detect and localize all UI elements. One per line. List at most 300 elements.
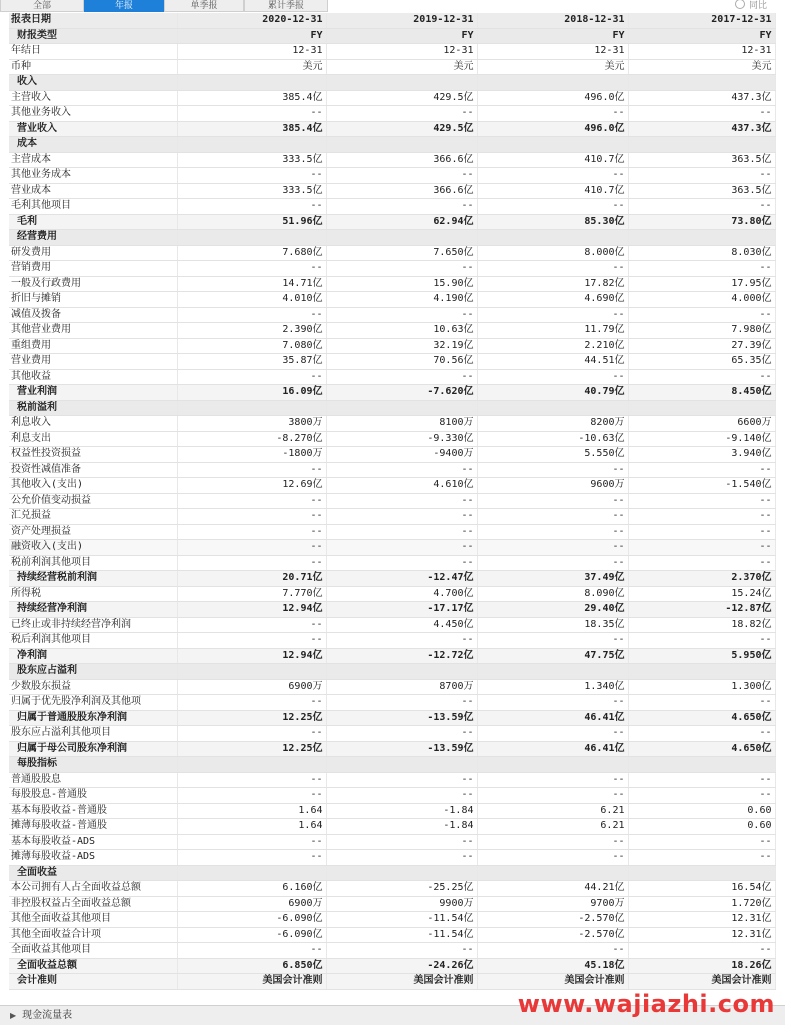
site-watermark: www.wajiazhi.com — [517, 990, 775, 1018]
value-cell: 4.010亿 — [177, 292, 326, 308]
table-section-row — [9, 28, 775, 44]
value-cell: -- — [177, 493, 326, 509]
value-cell: -- — [477, 555, 628, 571]
value-cell: -- — [477, 850, 628, 866]
row-label: 经营费用 — [9, 230, 177, 246]
income-statement-table — [9, 13, 776, 990]
value-cell: 4.190亿 — [326, 292, 477, 308]
value-cell: 51.96亿 — [177, 214, 326, 230]
value-cell: -1.84 — [326, 819, 477, 835]
value-cell: -- — [326, 772, 477, 788]
value-cell: -- — [477, 199, 628, 215]
value-cell: -- — [326, 261, 477, 277]
value-cell: -- — [177, 307, 326, 323]
table-row — [9, 850, 775, 866]
tab-all[interactable]: 全部 — [0, 0, 84, 12]
table-row — [9, 307, 775, 323]
value-cell: -- — [628, 369, 775, 385]
value-cell: 47.75亿 — [477, 648, 628, 664]
table-row — [9, 493, 775, 509]
row-label: 营业利润 — [9, 385, 177, 401]
row-label: 税后利润其他项目 — [9, 633, 177, 649]
value-cell: -- — [326, 493, 477, 509]
value-cell: 32.19亿 — [326, 338, 477, 354]
table-row — [9, 974, 775, 990]
row-label: 收入 — [9, 75, 177, 91]
value-cell: -12.87亿 — [628, 602, 775, 618]
value-cell — [477, 230, 628, 246]
value-cell: -8.270亿 — [177, 431, 326, 447]
value-cell: -- — [177, 261, 326, 277]
table-row — [9, 509, 775, 525]
value-cell — [326, 400, 477, 416]
value-cell: -- — [628, 540, 775, 556]
table-section-row — [9, 865, 775, 881]
value-cell: 3.940亿 — [628, 447, 775, 463]
value-cell: 16.09亿 — [177, 385, 326, 401]
value-cell: -- — [177, 555, 326, 571]
value-cell: -- — [628, 695, 775, 711]
table-row — [9, 710, 775, 726]
value-cell — [477, 664, 628, 680]
value-cell: 12.94亿 — [177, 602, 326, 618]
value-cell: 8700万 — [326, 679, 477, 695]
value-cell: -- — [177, 106, 326, 122]
row-label: 每股指标 — [9, 757, 177, 773]
value-cell: 9900万 — [326, 896, 477, 912]
value-cell: 429.5亿 — [326, 121, 477, 137]
table-row — [9, 462, 775, 478]
value-cell — [326, 230, 477, 246]
value-cell — [628, 137, 775, 153]
value-cell: -- — [177, 726, 326, 742]
value-cell — [477, 757, 628, 773]
value-cell: 0.60 — [628, 819, 775, 835]
value-cell — [177, 75, 326, 91]
table-row — [9, 819, 775, 835]
value-cell: -9.140亿 — [628, 431, 775, 447]
value-cell: 8.090亿 — [477, 586, 628, 602]
value-cell: 46.41亿 — [477, 710, 628, 726]
value-cell: 5.550亿 — [477, 447, 628, 463]
row-label: 公允价值变动损益 — [9, 493, 177, 509]
value-cell: 6900万 — [177, 679, 326, 695]
table-row — [9, 586, 775, 602]
table-row — [9, 679, 775, 695]
value-cell: 12.94亿 — [177, 648, 326, 664]
value-cell: -- — [177, 462, 326, 478]
value-cell — [326, 664, 477, 680]
table-row — [9, 726, 775, 742]
value-cell: 6600万 — [628, 416, 775, 432]
value-cell: -- — [177, 695, 326, 711]
value-cell: 4.650亿 — [628, 741, 775, 757]
value-cell: 1.64 — [177, 803, 326, 819]
table-row — [9, 617, 775, 633]
table-row — [9, 803, 775, 819]
table-row — [9, 199, 775, 215]
table-row — [9, 354, 775, 370]
value-cell: 14.71亿 — [177, 276, 326, 292]
value-cell: 366.6亿 — [326, 152, 477, 168]
value-cell: 2.210亿 — [477, 338, 628, 354]
value-cell: 45.18亿 — [477, 958, 628, 974]
value-cell: 16.54亿 — [628, 881, 775, 897]
value-cell: -7.620亿 — [326, 385, 477, 401]
row-label: 非控股权益占全面收益总额 — [9, 896, 177, 912]
value-cell: 20.71亿 — [177, 571, 326, 587]
value-cell: -1800万 — [177, 447, 326, 463]
value-cell: 37.49亿 — [477, 571, 628, 587]
value-cell: -17.17亿 — [326, 602, 477, 618]
value-cell: -- — [628, 834, 775, 850]
value-cell: 美国会计准则 — [177, 974, 326, 990]
value-cell: -- — [628, 850, 775, 866]
row-label: 已终止或非持续经营净利润 — [9, 617, 177, 633]
value-cell: 美元 — [477, 59, 628, 75]
row-label: 全面收益 — [9, 865, 177, 881]
table-row — [9, 245, 775, 261]
value-cell: -- — [628, 633, 775, 649]
value-cell: 17.95亿 — [628, 276, 775, 292]
value-cell — [177, 865, 326, 881]
row-label: 持续经营税前利润 — [9, 571, 177, 587]
value-cell: -1.84 — [326, 803, 477, 819]
value-cell — [628, 757, 775, 773]
value-cell — [326, 757, 477, 773]
value-cell — [326, 137, 477, 153]
value-cell: 1.64 — [177, 819, 326, 835]
value-cell: -- — [628, 726, 775, 742]
table-section-row — [9, 664, 775, 680]
value-cell: -- — [628, 772, 775, 788]
table-row — [9, 958, 775, 974]
value-cell: 3800万 — [177, 416, 326, 432]
row-label: 营业收入 — [9, 121, 177, 137]
value-cell: 385.4亿 — [177, 121, 326, 137]
table-row — [9, 152, 775, 168]
value-cell: 4.000亿 — [628, 292, 775, 308]
row-label: 每股股息-普通股 — [9, 788, 177, 804]
row-label: 持续经营净利润 — [9, 602, 177, 618]
value-cell: 8200万 — [477, 416, 628, 432]
row-label: 减值及拨备 — [9, 307, 177, 323]
table-row — [9, 741, 775, 757]
tab-single-quarter[interactable]: 单季报 — [164, 0, 244, 12]
row-label: 重组费用 — [9, 338, 177, 354]
value-cell: 9600万 — [477, 478, 628, 494]
value-cell: -- — [326, 834, 477, 850]
yoy-compare-toggle[interactable] — [735, 0, 767, 12]
value-cell: -13.59亿 — [326, 741, 477, 757]
period-tab-bar — [0, 0, 785, 12]
value-cell — [326, 75, 477, 91]
row-label: 成本 — [9, 137, 177, 153]
row-label: 主营成本 — [9, 152, 177, 168]
value-cell — [628, 230, 775, 246]
value-cell: 65.35亿 — [628, 354, 775, 370]
row-label: 毛利其他项目 — [9, 199, 177, 215]
row-label: 全面收益其他项目 — [9, 943, 177, 959]
value-cell: -- — [177, 633, 326, 649]
table-row — [9, 912, 775, 928]
row-label: 研发费用 — [9, 245, 177, 261]
value-cell: -6.090亿 — [177, 912, 326, 928]
value-cell — [177, 664, 326, 680]
value-cell: -- — [326, 943, 477, 959]
table-row — [9, 385, 775, 401]
value-cell: -- — [477, 943, 628, 959]
value-cell: 美国会计准则 — [477, 974, 628, 990]
value-cell: 2020-12-31 — [177, 13, 326, 28]
table-row — [9, 369, 775, 385]
value-cell: 2019-12-31 — [326, 13, 477, 28]
value-cell: 1.340亿 — [477, 679, 628, 695]
value-cell: 85.30亿 — [477, 214, 628, 230]
row-label: 摊薄每股收益-普通股 — [9, 819, 177, 835]
value-cell: 27.39亿 — [628, 338, 775, 354]
table-row — [9, 478, 775, 494]
value-cell: 496.0亿 — [477, 121, 628, 137]
value-cell: -12.72亿 — [326, 648, 477, 664]
value-cell — [628, 75, 775, 91]
value-cell: 2.370亿 — [628, 571, 775, 587]
table-row — [9, 59, 775, 75]
value-cell: 7.680亿 — [177, 245, 326, 261]
value-cell — [177, 230, 326, 246]
row-label: 营销费用 — [9, 261, 177, 277]
value-cell — [477, 865, 628, 881]
value-cell: 美元 — [326, 59, 477, 75]
value-cell: 437.3亿 — [628, 121, 775, 137]
value-cell: 15.24亿 — [628, 586, 775, 602]
tab-annual-report[interactable]: 年报 — [84, 0, 164, 12]
value-cell: 385.4亿 — [177, 90, 326, 106]
table-row — [9, 834, 775, 850]
row-label: 基本每股收益-ADS — [9, 834, 177, 850]
row-label: 报表日期 — [9, 13, 177, 28]
value-cell: FY — [477, 28, 628, 44]
row-label: 一般及行政费用 — [9, 276, 177, 292]
value-cell: 美元 — [177, 59, 326, 75]
row-label: 净利润 — [9, 648, 177, 664]
table-row — [9, 540, 775, 556]
row-label: 其他收入(支出) — [9, 478, 177, 494]
table-section-row — [9, 230, 775, 246]
value-cell: -- — [477, 834, 628, 850]
value-cell: -- — [628, 199, 775, 215]
row-label: 股东应占溢利其他项目 — [9, 726, 177, 742]
row-label: 折旧与摊销 — [9, 292, 177, 308]
value-cell: -- — [177, 850, 326, 866]
value-cell: -- — [628, 493, 775, 509]
value-cell: 40.79亿 — [477, 385, 628, 401]
value-cell: -- — [326, 369, 477, 385]
value-cell: -- — [177, 943, 326, 959]
value-cell: -2.570亿 — [477, 912, 628, 928]
row-label: 利息支出 — [9, 431, 177, 447]
yoy-compare-label: 同比 — [748, 1, 767, 11]
table-row — [9, 788, 775, 804]
value-cell: -- — [477, 726, 628, 742]
value-cell: 5.950亿 — [628, 648, 775, 664]
value-cell: 8.030亿 — [628, 245, 775, 261]
value-cell: -- — [477, 524, 628, 540]
value-cell: FY — [326, 28, 477, 44]
value-cell: -- — [628, 106, 775, 122]
value-cell: 4.650亿 — [628, 710, 775, 726]
value-cell: 44.21亿 — [477, 881, 628, 897]
table-section-row — [9, 137, 775, 153]
value-cell: -- — [177, 524, 326, 540]
value-cell: -- — [177, 369, 326, 385]
value-cell: -- — [326, 524, 477, 540]
value-cell: 12-31 — [477, 44, 628, 60]
row-label: 营业费用 — [9, 354, 177, 370]
value-cell: 18.82亿 — [628, 617, 775, 633]
value-cell: -- — [628, 509, 775, 525]
value-cell: 29.40亿 — [477, 602, 628, 618]
value-cell: -- — [628, 788, 775, 804]
table-row — [9, 571, 775, 587]
value-cell: -- — [326, 199, 477, 215]
value-cell — [177, 137, 326, 153]
table-row — [9, 323, 775, 339]
cashflow-label: 现金流量表 — [22, 1010, 73, 1021]
table-row — [9, 44, 775, 60]
table-row — [9, 90, 775, 106]
row-label: 资产处理损益 — [9, 524, 177, 540]
row-label: 主营收入 — [9, 90, 177, 106]
row-label: 其他收益 — [9, 369, 177, 385]
value-cell — [628, 400, 775, 416]
table-row — [9, 183, 775, 199]
value-cell: 8.450亿 — [628, 385, 775, 401]
table-row — [9, 121, 775, 137]
value-cell: -- — [177, 168, 326, 184]
row-label: 财报类型 — [9, 28, 177, 44]
row-label: 其他全面收益其他项目 — [9, 912, 177, 928]
row-label: 投资性减值准备 — [9, 462, 177, 478]
value-cell: 12-31 — [177, 44, 326, 60]
value-cell — [177, 757, 326, 773]
expand-arrow-icon: ▶ — [10, 1011, 17, 1020]
row-label: 营业成本 — [9, 183, 177, 199]
value-cell: -- — [477, 106, 628, 122]
value-cell: -10.63亿 — [477, 431, 628, 447]
value-cell: -- — [177, 772, 326, 788]
value-cell: -- — [177, 788, 326, 804]
value-cell: -- — [477, 788, 628, 804]
value-cell: -- — [628, 943, 775, 959]
value-cell — [628, 664, 775, 680]
value-cell: -- — [628, 261, 775, 277]
value-cell — [326, 865, 477, 881]
table-row — [9, 602, 775, 618]
table-section-row — [9, 757, 775, 773]
row-label: 权益性投资损益 — [9, 447, 177, 463]
value-cell: FY — [628, 28, 775, 44]
value-cell: -12.47亿 — [326, 571, 477, 587]
value-cell: 2018-12-31 — [477, 13, 628, 28]
table-row — [9, 416, 775, 432]
value-cell: 35.87亿 — [177, 354, 326, 370]
value-cell: -13.59亿 — [326, 710, 477, 726]
value-cell: 73.80亿 — [628, 214, 775, 230]
value-cell: 美国会计准则 — [628, 974, 775, 990]
value-cell: -- — [477, 540, 628, 556]
value-cell: -9400万 — [326, 447, 477, 463]
value-cell: -- — [477, 307, 628, 323]
value-cell: -- — [628, 462, 775, 478]
table-section-row — [9, 75, 775, 91]
row-label: 基本每股收益-普通股 — [9, 803, 177, 819]
value-cell: -- — [177, 617, 326, 633]
value-cell: 1.720亿 — [628, 896, 775, 912]
value-cell: -- — [326, 168, 477, 184]
value-cell: 15.90亿 — [326, 276, 477, 292]
value-cell: -- — [477, 493, 628, 509]
value-cell — [477, 400, 628, 416]
row-label: 本公司拥有人占全面收益总额 — [9, 881, 177, 897]
row-label: 税前溢利 — [9, 400, 177, 416]
row-label: 其他全面收益合计项 — [9, 927, 177, 943]
value-cell: 12.25亿 — [177, 710, 326, 726]
value-cell: -6.090亿 — [177, 927, 326, 943]
row-label: 税前利润其他项目 — [9, 555, 177, 571]
value-cell: -- — [477, 772, 628, 788]
value-cell: -1.540亿 — [628, 478, 775, 494]
value-cell: 18.35亿 — [477, 617, 628, 633]
table-row — [9, 695, 775, 711]
value-cell: 44.51亿 — [477, 354, 628, 370]
value-cell: 4.690亿 — [477, 292, 628, 308]
value-cell: 7.980亿 — [628, 323, 775, 339]
value-cell: 70.56亿 — [326, 354, 477, 370]
value-cell: -- — [326, 726, 477, 742]
value-cell: 9700万 — [477, 896, 628, 912]
row-label: 年结日 — [9, 44, 177, 60]
table-row — [9, 633, 775, 649]
table-row — [9, 524, 775, 540]
table-row — [9, 648, 775, 664]
tab-cumulative-quarter[interactable]: 累计季报 — [244, 0, 328, 12]
value-cell: 7.650亿 — [326, 245, 477, 261]
value-cell: -- — [477, 462, 628, 478]
value-cell: 0.60 — [628, 803, 775, 819]
value-cell: 4.610亿 — [326, 478, 477, 494]
value-cell: 4.450亿 — [326, 617, 477, 633]
value-cell: 363.5亿 — [628, 183, 775, 199]
table-row — [9, 881, 775, 897]
value-cell: -11.54亿 — [326, 912, 477, 928]
radio-icon[interactable] — [735, 0, 745, 9]
row-label: 会计准则 — [9, 974, 177, 990]
value-cell: 366.6亿 — [326, 183, 477, 199]
value-cell: 363.5亿 — [628, 152, 775, 168]
value-cell: 7.080亿 — [177, 338, 326, 354]
value-cell: 12-31 — [628, 44, 775, 60]
value-cell: -- — [477, 633, 628, 649]
value-cell: -25.25亿 — [326, 881, 477, 897]
table-row — [9, 772, 775, 788]
value-cell: 4.700亿 — [326, 586, 477, 602]
value-cell: 12-31 — [326, 44, 477, 60]
row-label: 利息收入 — [9, 416, 177, 432]
value-cell: -- — [326, 106, 477, 122]
value-cell: -- — [177, 509, 326, 525]
value-cell — [628, 865, 775, 881]
